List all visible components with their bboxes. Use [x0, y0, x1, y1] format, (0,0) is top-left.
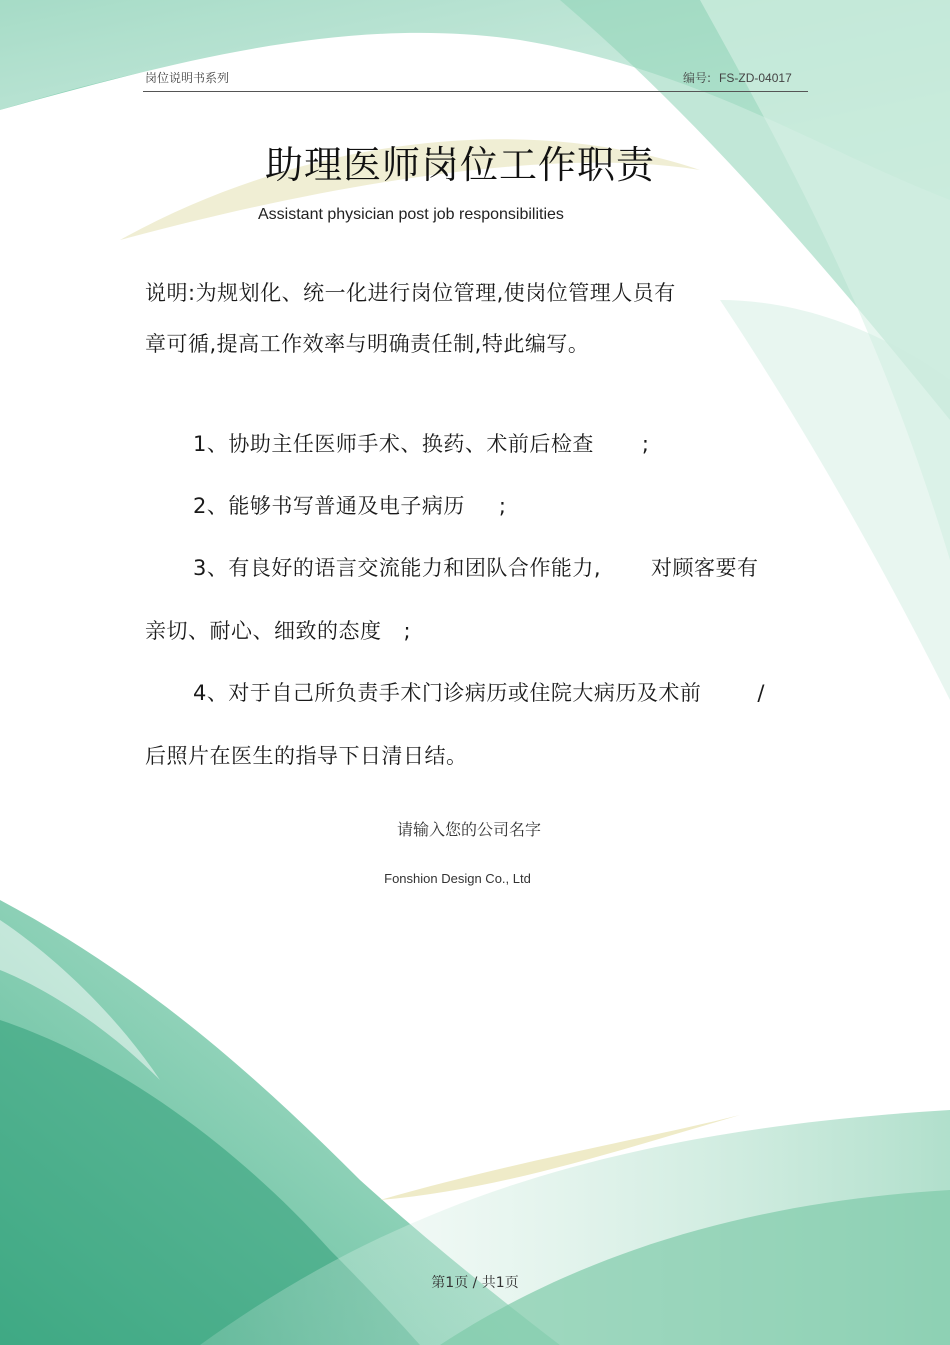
list-item-text: 2、能够书写普通及电子病历	[193, 494, 465, 518]
list-item-cont-text: 亲切、耐心、细致的态度	[145, 619, 382, 643]
list-item-cont-tail: ;	[403, 619, 412, 643]
intro-line-1: 说明:为规划化、统一化进行岗位管理,使岗位管理人员有	[145, 281, 676, 305]
header-divider	[143, 91, 808, 92]
intro-line-2: 章可循,提高工作效率与明确责任制,特此编写。	[145, 332, 590, 356]
company-name-en: Fonshion Design Co., Ltd	[384, 871, 531, 886]
list-item	[193, 677, 765, 707]
list-item-tail: ;	[641, 432, 650, 456]
page-title: 助理医师岗位工作职责	[264, 143, 655, 187]
document-code-label: 编号:	[683, 71, 712, 85]
list-item-continuation	[145, 615, 411, 645]
list-item-continuation: 后照片在医生的指导下日清日结。	[145, 744, 468, 768]
list-item	[193, 428, 649, 458]
page-subtitle: Assistant physician post job responsibilities	[258, 206, 564, 223]
list-item-text: 4、对于自己所负责手术门诊病历或住院大病历及术前	[193, 681, 702, 705]
document-series: 岗位说明书系列	[145, 71, 230, 85]
document-code	[683, 69, 792, 86]
page-number: 第1页 / 共1页	[431, 1275, 519, 1291]
list-item	[193, 552, 759, 582]
company-name: 请输入您的公司名字	[396, 820, 541, 839]
list-item-tail: 对顾客要有	[651, 556, 759, 580]
list-item-tail: /	[757, 681, 765, 705]
list-item-tail: ;	[498, 494, 507, 518]
list-item	[193, 490, 506, 520]
list-item-text: 1、协助主任医师手术、换药、术前后检查	[193, 432, 594, 456]
list-item-text: 3、有良好的语言交流能力和团队合作能力,	[193, 556, 602, 580]
document-code-value: FS-ZD-04017	[719, 71, 792, 85]
